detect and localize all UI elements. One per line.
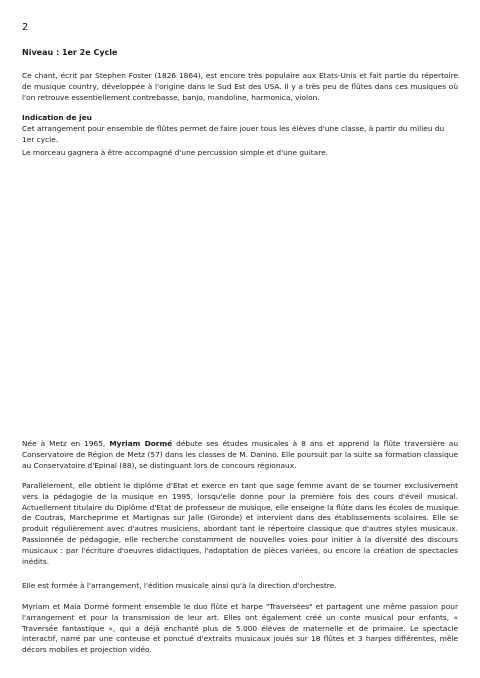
bio-paragraph-4: Myriam et Maia Dormé forment ensemble le duo flûte et harpe "Traversées" et partagent une même passion pour l'arrangement et pour la transmission de leur art. Elles ont également créé un conte musical pour enfants, « Traversée fantastique », qui a déjà enchanté plus de 5.000 élèves de maternelle et de primaire. Le spectacle interactif, narré par une conteuse et ponctué d'extraits musicaux joués sur 18 flûtes et 3 harpes différentes, mêle décors mobiles et projection vidéo. (22, 602, 458, 655)
author-name: Myriam Dormé (109, 439, 173, 448)
intro-paragraph: Ce chant, écrit par Stephen Foster (1826 1864), est encore très populaire aux Etats-Unis et fait partie du répertoire de musique country, développée à l'origine dans le Sud Est des USA. Il y a très peu de flûtes dans ces musiques où l'on retrouve essentiellement contrebasse, banjo, mandoline, harmonica, violon. (22, 71, 458, 102)
bio-paragraph-1 (22, 439, 458, 471)
page-number: 2 (22, 22, 29, 33)
bio-paragraph-2: Parallèlement, elle obtient le diplôme d'Etat et exerce en tant que sage femme avant de se tourner exclusivement vers la pédagogie de la musique en 1995, lorsqu'elle donne pour la première fois des cours d'éveil musical. Actuellement titulaire du Diplôme d'Etat de professeur de musique, elle enseigne la flûte dans les écoles de musique de Coutras, Marcheprime et Martignas sur Jalle (Gironde) et intervient dans des établissements scolaires. Elle se produit régulièrement avec d'autres musiciens, abordant tant le répertoire classique que d'autres styles musicaux. Passionnée de pédagogie, elle recherche constamment de nouvelles voies pour initier à la diversité des discours musicaux : par l'écriture d'oeuvres didactiques, l'adaptation de pièces variées, ou encore la création de spectacles inédits. (22, 481, 458, 566)
bio-rest-text: débute ses études musicales à 8 ans et apprend la flûte traversière au Conservatoire de Région de Metz (57) dans les classes de M. Danino. Elle poursuit par la suite sa formation classique au Conservatoire d'Epinal (88), se distinguant lors de concours régionaux. (22, 439, 458, 470)
play-paragraph: Cet arrangement pour ensemble de flûtes permet de faire jouer tous les élèves d'une classe, à partir du milieu du 1er cycle. (22, 124, 445, 144)
play-heading: Indication de jeu (22, 113, 92, 122)
bio-intro-text: Née à Metz en 1965, (22, 439, 110, 448)
bio-paragraph-3: Elle est formée à l'arrangement, l'édition musicale ainsi qu'à la direction d'orchestre. (22, 581, 337, 590)
accompaniment-paragraph: Le morceau gagnera à être accompagné d'une percussion simple et d'une guitare. (22, 148, 328, 157)
level-heading: Niveau : 1er 2e Cycle (22, 48, 118, 57)
